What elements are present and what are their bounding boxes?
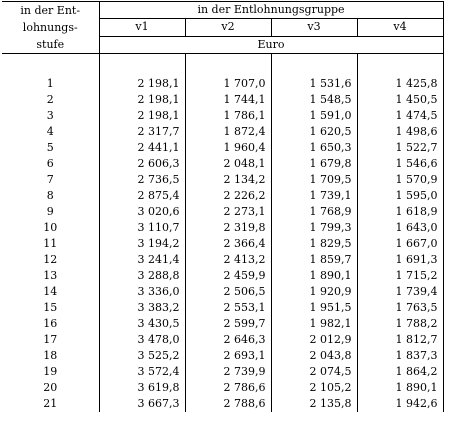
stufe-cell: 5 — [2, 140, 99, 156]
table-row — [2, 380, 443, 396]
table-header — [2, 2, 443, 54]
value-cell-v4: 1 739,4 — [357, 284, 443, 300]
value-cell-v1: 2 198,1 — [99, 108, 185, 124]
unit-header: Euro — [99, 36, 443, 53]
table-row — [2, 284, 443, 300]
value-cell-v3: 1 982,1 — [271, 316, 357, 332]
value-cell-v1: 3 336,0 — [99, 284, 185, 300]
value-cell-v2: 2 739,9 — [185, 364, 271, 380]
table-row — [2, 188, 443, 204]
value-cell-v1: 2 198,1 — [99, 76, 185, 92]
stufe-cell: 4 — [2, 124, 99, 140]
value-cell-v2: 2 319,8 — [185, 220, 271, 236]
value-cell-v2: 2 366,4 — [185, 236, 271, 252]
value-cell-v2: 2 646,3 — [185, 332, 271, 348]
value-cell-v4: 1 837,3 — [357, 348, 443, 364]
stufe-cell: 21 — [2, 396, 99, 412]
stufe-cell: 17 — [2, 332, 99, 348]
value-cell-v1: 3 241,4 — [99, 252, 185, 268]
value-cell-v1: 2 317,7 — [99, 124, 185, 140]
value-cell-v3: 1 591,0 — [271, 108, 357, 124]
value-cell-v3: 1 768,9 — [271, 204, 357, 220]
value-cell-v4: 1 942,6 — [357, 396, 443, 412]
value-cell-v2: 1 707,0 — [185, 76, 271, 92]
table-body — [2, 54, 443, 413]
value-cell-v4: 1 715,2 — [357, 268, 443, 284]
value-cell-v1: 2 198,1 — [99, 92, 185, 108]
value-cell-v3: 1 859,7 — [271, 252, 357, 268]
value-cell-v2: 2 134,2 — [185, 172, 271, 188]
stub-header-line: stufe — [36, 38, 65, 51]
value-cell-v1: 3 667,3 — [99, 396, 185, 412]
value-cell-v4: 1 425,8 — [357, 76, 443, 92]
value-cell-v3: 1 620,5 — [271, 124, 357, 140]
value-cell-v2: 2 693,1 — [185, 348, 271, 364]
table-row — [2, 268, 443, 284]
value-cell-v3: 2 105,2 — [271, 380, 357, 396]
stufe-cell: 14 — [2, 284, 99, 300]
value-cell-v1: 2 736,5 — [99, 172, 185, 188]
value-cell-v4: 1 812,7 — [357, 332, 443, 348]
value-cell-v4: 1 522,7 — [357, 140, 443, 156]
value-cell-v4: 1 643,0 — [357, 220, 443, 236]
value-cell-v2: 2 413,2 — [185, 252, 271, 268]
table-row — [2, 300, 443, 316]
value-cell-v3: 2 043,8 — [271, 348, 357, 364]
value-cell-v4: 1 667,0 — [357, 236, 443, 252]
salary-table — [2, 1, 444, 412]
value-cell-v4: 1 546,6 — [357, 156, 443, 172]
value-cell-v1: 3 619,8 — [99, 380, 185, 396]
table-row — [2, 220, 443, 236]
table-row — [2, 236, 443, 252]
value-cell-v2: 2 786,6 — [185, 380, 271, 396]
value-cell-v3: 1 799,3 — [271, 220, 357, 236]
value-cell-v3: 1 679,8 — [271, 156, 357, 172]
value-cell-v4: 1 691,3 — [357, 252, 443, 268]
table-row — [2, 76, 443, 92]
value-cell-v2: 1 960,4 — [185, 140, 271, 156]
stub-header-line: in der Ent- — [20, 4, 81, 17]
value-cell-v4: 1 864,2 — [357, 364, 443, 380]
value-cell-v4: 1 763,5 — [357, 300, 443, 316]
stufe-cell: 6 — [2, 156, 99, 172]
column-header-v1: v1 — [99, 19, 185, 36]
stufe-cell: 1 — [2, 76, 99, 92]
value-cell-v3: 1 548,5 — [271, 92, 357, 108]
value-cell-v3: 1 829,5 — [271, 236, 357, 252]
stufe-cell: 9 — [2, 204, 99, 220]
value-cell-v3: 1 739,1 — [271, 188, 357, 204]
value-cell-v1: 3 525,2 — [99, 348, 185, 364]
value-cell-v2: 2 599,7 — [185, 316, 271, 332]
value-cell-v2: 2 048,1 — [185, 156, 271, 172]
value-cell-v2: 1 786,1 — [185, 108, 271, 124]
stufe-cell: 13 — [2, 268, 99, 284]
table-row — [2, 172, 443, 188]
table-row — [2, 140, 443, 156]
table-row — [2, 316, 443, 332]
value-cell-v1: 3 572,4 — [99, 364, 185, 380]
value-cell-v3: 2 074,5 — [271, 364, 357, 380]
value-cell-v2: 2 506,5 — [185, 284, 271, 300]
value-cell-v3: 2 012,9 — [271, 332, 357, 348]
table-row — [2, 364, 443, 380]
stufe-cell: 15 — [2, 300, 99, 316]
value-cell-v1: 3 110,7 — [99, 220, 185, 236]
stufe-cell: 11 — [2, 236, 99, 252]
value-cell-v3: 1 650,3 — [271, 140, 357, 156]
value-cell-v3: 1 951,5 — [271, 300, 357, 316]
value-cell-v4: 1 618,9 — [357, 204, 443, 220]
value-cell-v3: 1 531,6 — [271, 76, 357, 92]
table-row — [2, 396, 443, 412]
value-cell-v4: 1 788,2 — [357, 316, 443, 332]
stufe-cell: 7 — [2, 172, 99, 188]
value-cell-v4: 1 498,6 — [357, 124, 443, 140]
value-cell-v2: 2 226,2 — [185, 188, 271, 204]
value-cell-v1: 2 441,1 — [99, 140, 185, 156]
value-cell-v4: 1 890,1 — [357, 380, 443, 396]
value-cell-v1: 3 383,2 — [99, 300, 185, 316]
value-cell-v4: 1 570,9 — [357, 172, 443, 188]
value-cell-v1: 3 020,6 — [99, 204, 185, 220]
stufe-cell: 16 — [2, 316, 99, 332]
stufe-cell: 19 — [2, 364, 99, 380]
value-cell-v3: 1 890,1 — [271, 268, 357, 284]
table-row — [2, 348, 443, 364]
value-cell-v3: 2 135,8 — [271, 396, 357, 412]
table-row — [2, 156, 443, 172]
stufe-cell: 2 — [2, 92, 99, 108]
stufe-cell: 20 — [2, 380, 99, 396]
value-cell-v2: 2 459,9 — [185, 268, 271, 284]
column-header-v2: v2 — [185, 19, 271, 36]
table-row — [2, 108, 443, 124]
value-cell-v3: 1 920,9 — [271, 284, 357, 300]
table-row — [2, 92, 443, 108]
value-cell-v2: 2 788,6 — [185, 396, 271, 412]
column-header-v4: v4 — [357, 19, 443, 36]
stufe-cell: 10 — [2, 220, 99, 236]
value-cell-v2: 1 744,1 — [185, 92, 271, 108]
column-header-v3: v3 — [271, 19, 357, 36]
table-row — [2, 252, 443, 268]
value-cell-v1: 3 430,5 — [99, 316, 185, 332]
value-cell-v1: 2 606,3 — [99, 156, 185, 172]
stub-header-line: lohnungs- — [22, 21, 78, 34]
stub-header — [2, 2, 99, 54]
value-cell-v2: 2 553,1 — [185, 300, 271, 316]
value-cell-v3: 1 709,5 — [271, 172, 357, 188]
value-cell-v1: 3 194,2 — [99, 236, 185, 252]
value-cell-v1: 3 478,0 — [99, 332, 185, 348]
value-cell-v1: 3 288,8 — [99, 268, 185, 284]
value-cell-v4: 1 450,5 — [357, 92, 443, 108]
spacer-row — [2, 54, 443, 77]
stufe-cell: 3 — [2, 108, 99, 124]
value-cell-v2: 2 273,1 — [185, 204, 271, 220]
group-header: in der Entlohnungsgruppe — [99, 2, 443, 19]
stufe-cell: 8 — [2, 188, 99, 204]
stufe-cell: 12 — [2, 252, 99, 268]
table-row — [2, 204, 443, 220]
table-row — [2, 332, 443, 348]
value-cell-v1: 2 875,4 — [99, 188, 185, 204]
stufe-cell: 18 — [2, 348, 99, 364]
value-cell-v4: 1 595,0 — [357, 188, 443, 204]
table-row — [2, 124, 443, 140]
value-cell-v2: 1 872,4 — [185, 124, 271, 140]
value-cell-v4: 1 474,5 — [357, 108, 443, 124]
